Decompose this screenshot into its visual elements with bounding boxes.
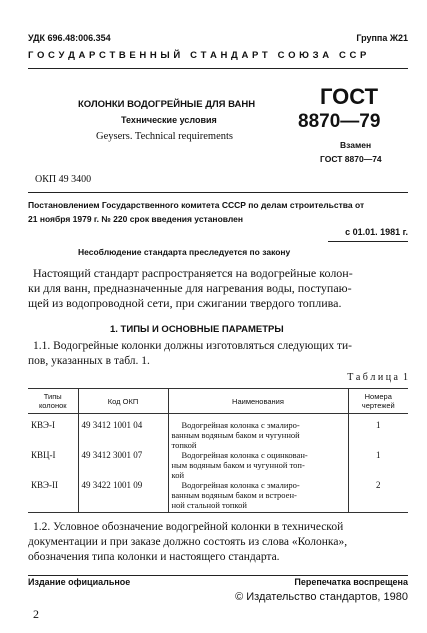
clause-line: пов, указанных в табл. 1. — [28, 355, 150, 367]
cell-name-line: Водогрейная колонка с оцинкован- — [181, 450, 308, 460]
decree-line-1: Постановлением Государственного комитета СССР по делам строительства от — [28, 200, 365, 210]
intro-line: щей из водопроводной сети, при сжигании твердого топлива. — [28, 296, 342, 310]
cell-name — [168, 414, 348, 451]
clause-line: документации и при заказе должно состоять из слова «Колонка», — [28, 536, 348, 548]
types-table — [28, 388, 408, 513]
cell-name-line: Водогрейная колонка с эмалиро- — [181, 420, 300, 430]
clause-line: 1.2. Условное обозначение водогрейной колонки в технической — [33, 521, 344, 533]
cell-drawing: 1 — [348, 450, 408, 480]
standard-org-heading: Г О С У Д А Р С Т В Е Н Н Ы Й С Т А Н Д А Р Т С О Ю З А С С Р — [28, 50, 367, 61]
table-header-name: Наименования — [168, 389, 348, 414]
law-warning: Несоблюдение стандарта преследуется по закону — [78, 247, 291, 257]
cell-name — [168, 450, 348, 480]
cell-name-line: топкой — [171, 440, 197, 450]
section-1-title: 1. ТИПЫ И ОСНОВНЫЕ ПАРАМЕТРЫ — [110, 324, 284, 335]
table-caption: Т а б л и ц а 1 — [347, 372, 408, 383]
gost-label: ГОСТ — [320, 84, 379, 109]
table-header-drawing: Номера чертежей — [348, 389, 408, 414]
cell-name-line: ным водяным баком и чугунной топ- — [171, 460, 305, 470]
cell-type: КВЭ-I — [31, 420, 55, 430]
cell-drawing: 1 — [348, 414, 408, 451]
decree-effective-date: с 01.01. 1981 г. — [345, 227, 408, 237]
official-edition: Издание официальное — [28, 577, 131, 587]
cell-okp: 49 3412 1001 04 — [78, 414, 168, 451]
okp-rule — [28, 192, 408, 193]
intro-line: ки для ванн, предназначенные для нагревания воды, поступаю- — [28, 281, 352, 295]
clause-1-2 — [28, 520, 408, 565]
group-code: Группа Ж21 — [356, 33, 408, 43]
table-header-row — [28, 389, 408, 414]
clause-1-1 — [28, 339, 408, 369]
header-rule — [28, 68, 408, 69]
table-header-type: Типы колонок — [38, 392, 67, 410]
copyright-line: © Издательство стандартов, 1980 — [235, 591, 408, 603]
cell-name-line: ванным водяным баком и чугунной — [171, 430, 300, 440]
replaces-standard: ГОСТ 8870—74 — [320, 154, 382, 164]
clause-line: обозначения типа колонки и настоящего стандарта. — [28, 551, 280, 563]
udk-code: УДК 696.48:006.354 — [28, 33, 111, 43]
title-ru: КОЛОНКИ ВОДОГРЕЙНЫЕ ДЛЯ ВАНН — [78, 99, 256, 110]
replaces-label: Взамен — [340, 140, 372, 150]
cell-type: КВЦ-I — [31, 450, 56, 460]
cell-okp: 49 3412 3001 07 — [78, 450, 168, 480]
cell-name-line: ванным водяным баком и встроен- — [171, 490, 297, 500]
cell-drawing: 2 — [348, 480, 408, 513]
table-row — [28, 480, 408, 513]
clause-line: 1.1. Водогрейные колонки должны изготовляться следующих ти- — [33, 340, 352, 352]
table-header-okp: Код ОКП — [78, 389, 168, 414]
intro-paragraph — [28, 266, 408, 311]
effective-underline — [328, 241, 408, 242]
cell-okp: 49 3422 1001 09 — [78, 480, 168, 513]
title-en: Geysers. Technical requirements — [96, 131, 233, 142]
footer-rule — [28, 575, 408, 576]
decree-line-2: 21 ноября 1979 г. № 220 срок введения установлен — [28, 214, 244, 224]
page-number: 2 — [33, 607, 39, 621]
cell-name — [168, 480, 348, 513]
title-ru-subtitle: Технические условия — [121, 115, 217, 125]
cell-type: КВЭ-II — [31, 480, 58, 490]
okp-code: ОКП 49 3400 — [35, 174, 92, 185]
table-row — [28, 450, 408, 480]
table-row — [28, 414, 408, 451]
cell-name-line: ной стальной топкой — [171, 500, 247, 510]
gost-number: 8870—79 — [298, 111, 381, 132]
cell-name-line: кой — [171, 470, 184, 480]
cell-name-line: Водогрейная колонка с эмалиро- — [181, 480, 300, 490]
intro-line: Настоящий стандарт распространяется на водогрейные колон- — [33, 266, 353, 280]
reprint-prohibited: Перепечатка воспрещена — [294, 577, 408, 587]
